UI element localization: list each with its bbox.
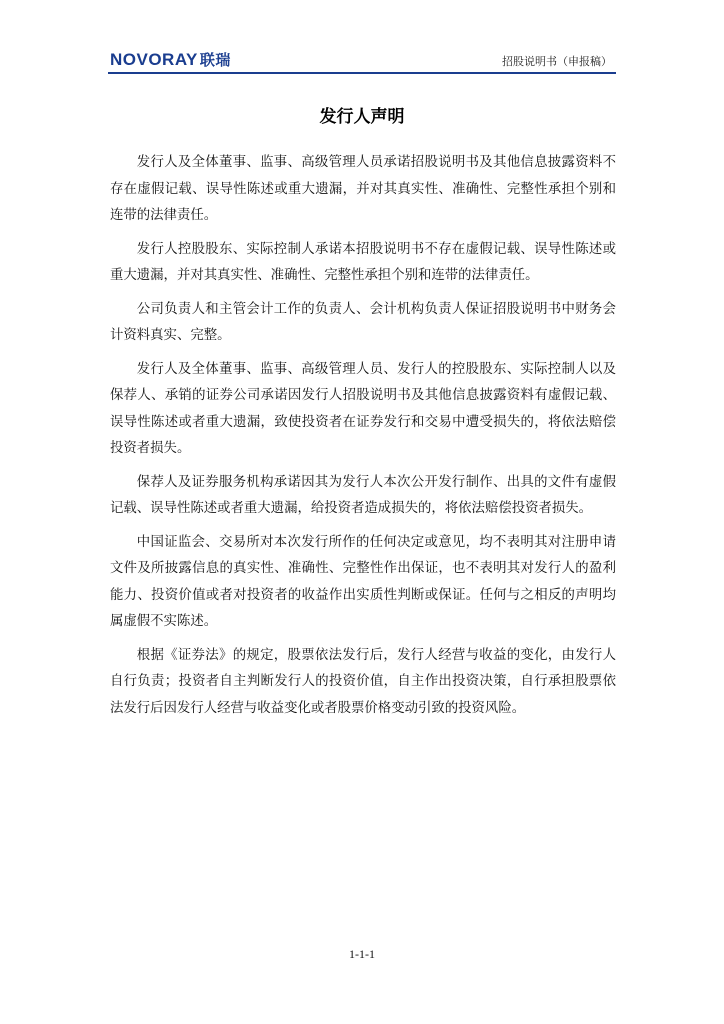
paragraph-1: 发行人及全体董事、监事、高级管理人员承诺招股说明书及其他信息披露资料不存在虚假记载、误导性陈述或重大遗漏，并对其真实性、准确性、完整性承担个别和连带的法律责任。	[110, 155, 616, 223]
page-header	[108, 50, 616, 74]
logo-latin-text: NOVORAY	[110, 50, 198, 69]
paragraph-2: 发行人控股股东、实际控制人承诺本招股说明书不存在虚假记载、误导性陈述或重大遗漏，并对其真实性、准确性、完整性承担个别和连带的法律责任。	[110, 241, 616, 283]
page-number: 1-1-1	[349, 947, 375, 961]
paragraph-3: 公司负责人和主管会计工作的负责人、会计机构负责人保证招股说明书中财务会计资料真实、完整。	[110, 301, 616, 343]
paragraph-7: 根据《证券法》的规定，股票依法发行后，发行人经营与收益的变化，由发行人自行负责；投资者自主判断发行人的投资价值，自主作出投资决策，自行承担股票依法发行后因发行人经营与收益变化或者股票价格变动引致的投资风险。	[110, 647, 616, 716]
paragraph-5: 保荐人及证券服务机构承诺因其为发行人本次公开发行制作、出具的文件有虚假记载、误导性陈述或者重大遗漏，给投资者造成损失的，将依法赔偿投资者损失。	[110, 474, 616, 516]
logo-cn-text: 联瑞	[199, 51, 231, 69]
paragraph-4: 发行人及全体董事、监事、高级管理人员、发行人的控股股东、实际控制人以及保荐人、承销的证券公司承诺因发行人招股说明书及其他信息披露资料有虚假记载、误导性陈述或者重大遗漏，致使投资者在证券发行和交易中遭受损失的，将依法赔偿投资者损失。	[110, 361, 616, 456]
company-logo	[110, 51, 231, 69]
document-body	[110, 150, 616, 729]
paragraph-6: 中国证监会、交易所对本次发行所作的任何决定或意见，均不表明其对注册申请文件及所披露信息的真实性、准确性、完整性作出保证，也不表明其对发行人的盈利能力、投资价值或者对投资者的收益作出实质性判断或保证。任何与之相反的声明均属虚假不实陈述。	[110, 534, 616, 629]
document-label: 招股说明书（申报稿）	[502, 55, 612, 68]
page-title: 发行人声明	[319, 107, 405, 127]
